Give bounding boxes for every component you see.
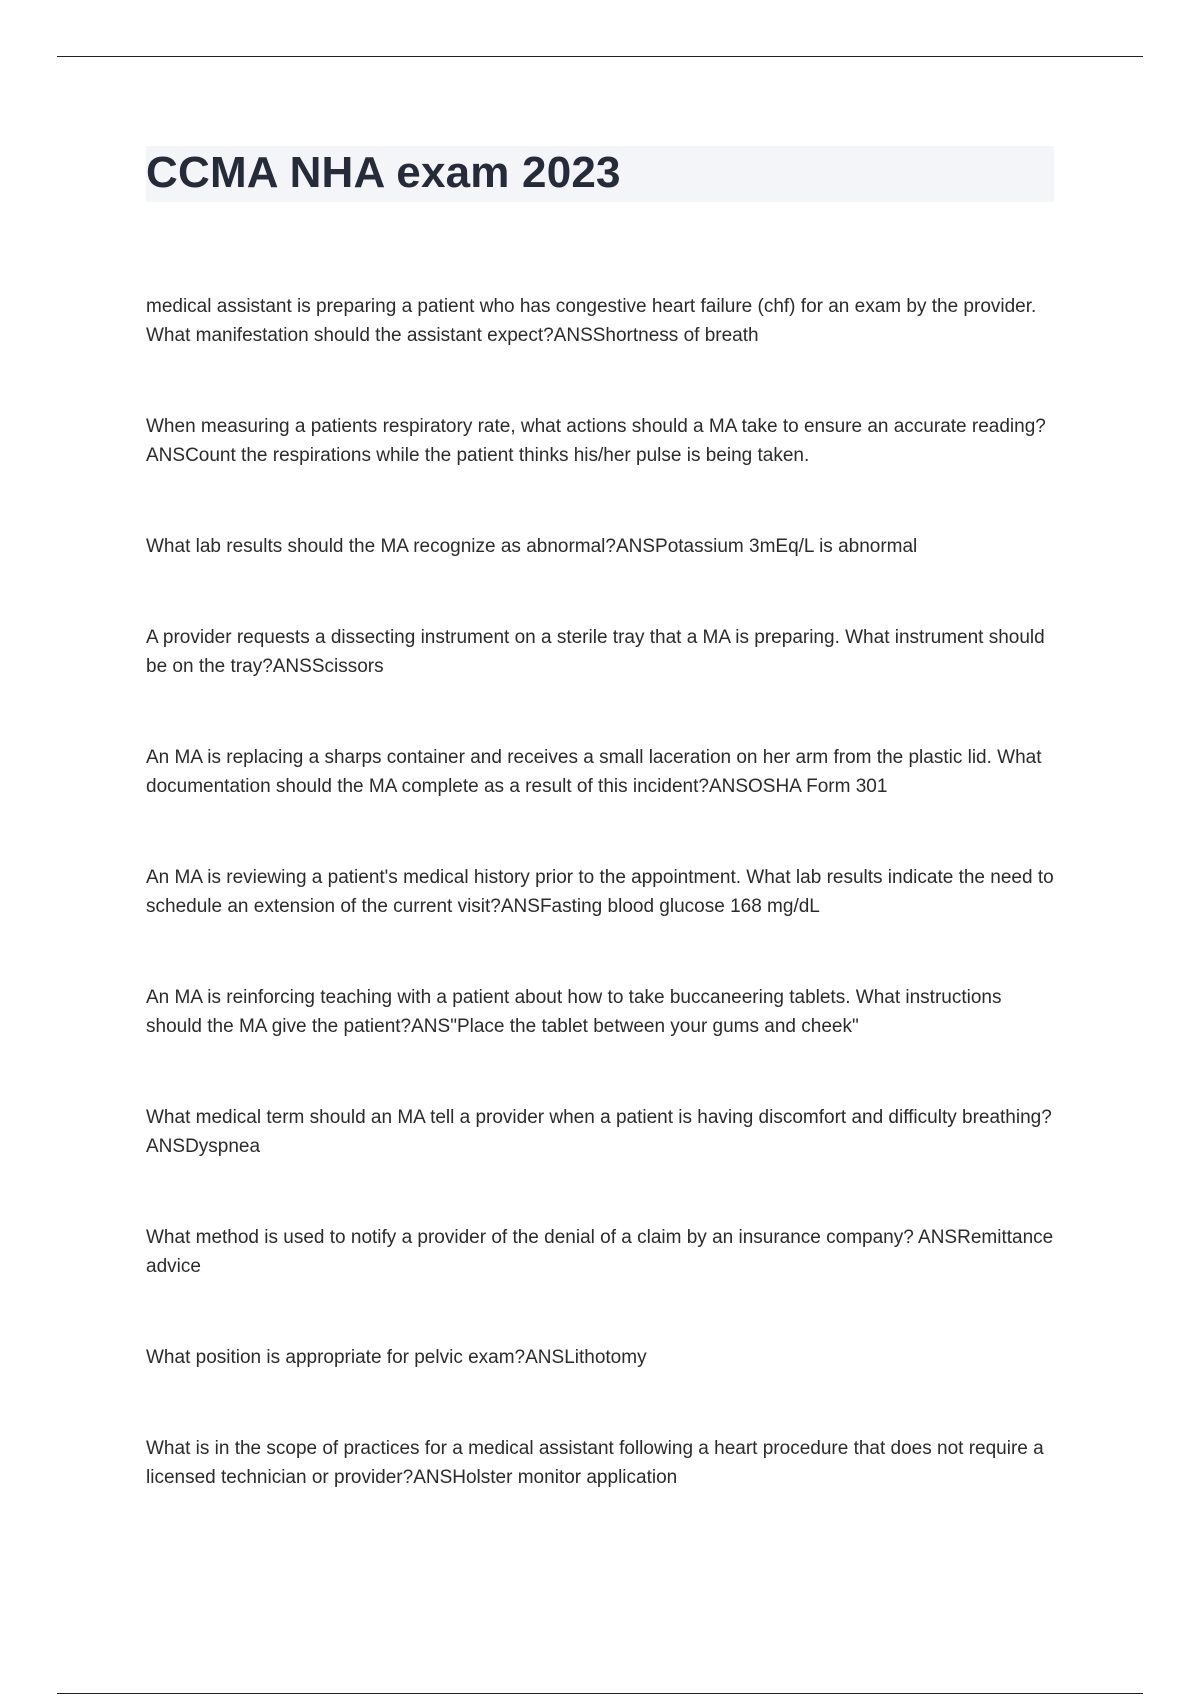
- question-item: What method is used to notify a provider of the denial of a claim by an insurance company? ANSRemittance advice: [146, 1227, 1054, 1277]
- top-rule: [57, 56, 1143, 57]
- question-item: What lab results should the MA recognize as abnormal?ANSPotassium 3mEq/L is abnormal: [146, 536, 918, 557]
- bottom-rule: [57, 1693, 1143, 1694]
- question-item: A provider requests a dissecting instrument on a sterile tray that a MA is preparing. What instrument should be on the tray?ANSScissors: [146, 627, 1045, 677]
- question-list: [146, 292, 1056, 1554]
- question-item: When measuring a patients respiratory rate, what actions should a MA take to ensure an accurate reading?ANSCount the respirations while the patient thinks his/her pulse is being taken.: [146, 416, 1046, 466]
- document-title: CCMA NHA exam 2023: [146, 148, 621, 197]
- question-item: medical assistant is preparing a patient who has congestive heart failure (chf) for an exam by the provider. What manifestation should the assistant expect?ANSShortness of breath: [146, 296, 1037, 346]
- question-item: An MA is reinforcing teaching with a patient about how to take buccaneering tablets. What instructions should the MA give the patient?ANS"Place the tablet between your gums and cheek": [146, 987, 1002, 1037]
- question-item: What medical term should an MA tell a provider when a patient is having discomfort and difficulty breathing?ANSDyspnea: [146, 1107, 1052, 1157]
- question-item: An MA is reviewing a patient's medical history prior to the appointment. What lab results indicate the need to schedule an extension of the current visit?ANSFasting blood glucose 168 mg/dL: [146, 867, 1054, 917]
- question-item: What position is appropriate for pelvic exam?ANSLithotomy: [146, 1347, 647, 1368]
- question-item: An MA is replacing a sharps container and receives a small laceration on her arm from the plastic lid. What documentation should the MA complete as a result of this incident?ANSOSHA Form 301: [146, 747, 1042, 797]
- question-item: What is in the scope of practices for a medical assistant following a heart procedure that does not require a licensed technician or provider?ANSHolster monitor application: [146, 1438, 1044, 1488]
